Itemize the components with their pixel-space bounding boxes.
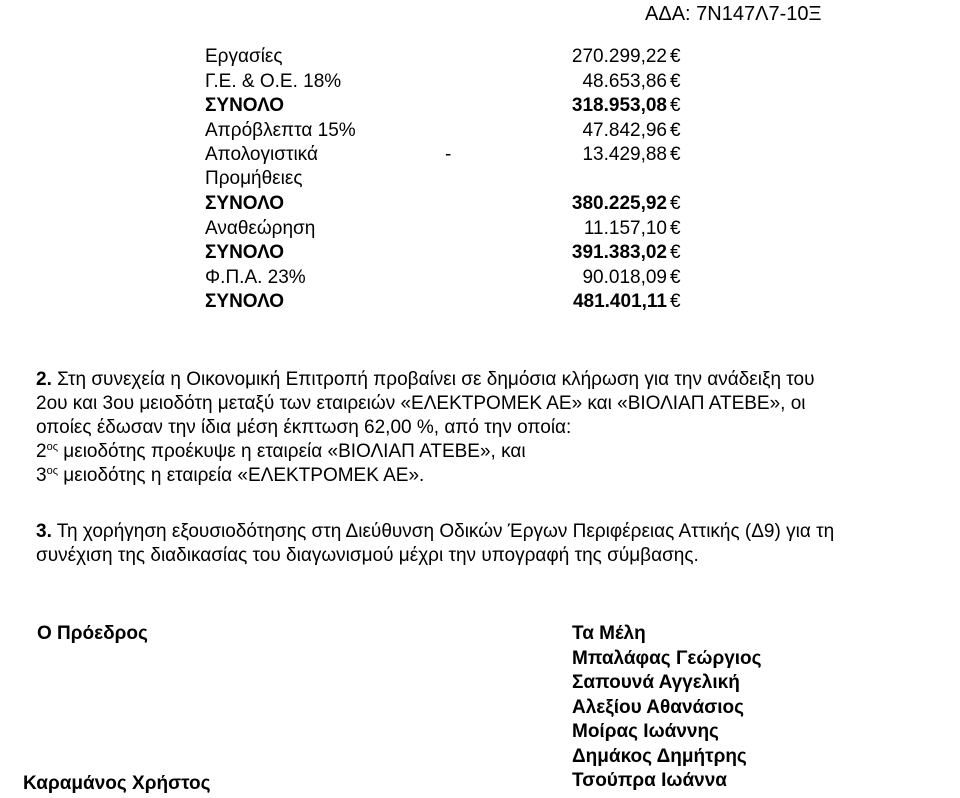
paragraph-2-number: 2. <box>36 369 52 390</box>
cost-row-label: ΣΥΝΟΛΟ <box>205 95 285 116</box>
euro-icon: € <box>670 242 681 263</box>
cost-row-label: Φ.Π.Α. 23% <box>205 266 306 288</box>
paragraph-2-text-4: μειοδότης προέκυψε η εταιρεία «ΒΙΟΛΙΑΠ ΑΤΕΒΕ», και <box>58 441 526 462</box>
cost-row-amount: 391.383,02 <box>571 242 667 263</box>
paragraph-2-line-4 <box>36 440 960 464</box>
cost-row-amount: 90.018,09 <box>582 266 667 288</box>
cost-row <box>205 268 685 292</box>
cost-row <box>205 47 685 71</box>
cost-row <box>205 72 685 96</box>
euro-icon: € <box>670 95 681 116</box>
cost-row <box>205 144 685 189</box>
cost-row-label: Γ.Ε. & Ο.Ε. 18% <box>205 70 342 92</box>
ordinal-3-suffix: ος <box>46 465 58 477</box>
cost-row <box>205 96 685 120</box>
cost-row-label-line-2: Προμήθειες <box>205 168 303 189</box>
euro-icon: € <box>670 144 681 165</box>
ordinal-2-suffix: ος <box>46 441 58 453</box>
paragraph-2-line-5 <box>36 464 960 488</box>
paragraph-3-line-2: συνέχιση της διαδικασίας του διαγωνισμού μέχρι την υπογραφή της σύμβασης. <box>36 545 699 566</box>
cost-row <box>205 292 685 316</box>
paragraph-2-text-1: Στη συνεχεία η Οικονομική Επιτροπή προβαίνει σε δημόσια κλήρωση για την ανάδειξη του <box>57 369 815 390</box>
cost-row-label: Εργασίες <box>205 46 283 67</box>
euro-icon: € <box>670 217 681 239</box>
ada-number: ΑΔΑ: 7Ν147Λ7-10Ξ <box>645 3 822 25</box>
members-list <box>572 624 762 796</box>
cost-row-amount: 380.225,92 <box>571 193 667 214</box>
cost-row-amount: 13.429,88 <box>582 144 667 165</box>
cost-row-dash: - <box>445 144 452 165</box>
cost-row-label: ΣΥΝΟΛΟ <box>205 193 285 214</box>
paragraph-2 <box>36 368 960 488</box>
cost-row-amount: 48.653,86 <box>582 70 667 92</box>
euro-icon: € <box>670 46 681 67</box>
cost-row-amount: 481.401,11 <box>572 291 667 312</box>
cost-row-label: Απολογιστικά <box>205 144 318 165</box>
paragraph-3-text-1: Τη χορήγηση εξουσιοδότησης στη Διεύθυνση Οδικών Έργων Περιφέρειας Αττικής (Δ9) για τη <box>56 521 835 542</box>
paragraph-2-line-2: 2ου και 3ου μειοδότη μεταξύ των εταιρειών «ΕΛΕΚΤΡΟΜΕΚ ΑΕ» και «ΒΙΟΛΙΑΠ ΑΤΕΒΕ», οι <box>36 393 806 414</box>
ordinal-3: 3 <box>36 465 47 486</box>
paragraph-2-line-1 <box>36 368 960 392</box>
euro-icon: € <box>670 291 681 312</box>
cost-row-label: ΣΥΝΟΛΟ <box>205 242 285 263</box>
paragraph-2-line-3: οποίες έδωσαν την ίδια μέση έκπτωση 62,00 %, από την οποία: <box>36 417 572 438</box>
cost-row <box>205 219 685 243</box>
cost-row-label: Αναθεώρηση <box>205 217 316 239</box>
euro-icon: € <box>670 193 681 214</box>
cost-row-amount: 11.157,10 <box>583 217 667 239</box>
cost-row-amount: 270.299,22 <box>571 46 667 67</box>
paragraph-3-line-1 <box>36 520 960 544</box>
cost-row-amount: 47.842,96 <box>582 119 667 141</box>
chair-name: Καραμάνος Χρήστος <box>23 773 211 794</box>
member-name: Δημάκος Δημήτρης <box>572 745 747 767</box>
member-name: Μοίρας Ιωάννης <box>572 721 719 742</box>
member-name: Μπαλάφας Γεώργιος <box>572 647 762 669</box>
cost-row-amount: 318.953,08 <box>571 95 667 116</box>
cost-row-label: Απρόβλεπτα 15% <box>205 119 356 141</box>
cost-row <box>205 121 685 145</box>
paragraph-3-number: 3. <box>36 521 52 542</box>
members-title: Τα Μέλη <box>572 623 646 644</box>
cost-row <box>205 194 685 218</box>
paragraph-2-text-5: μειοδότης η εταιρεία «ΕΛΕΚΤΡΟΜΕΚ ΑΕ». <box>58 465 425 486</box>
member-name: Τσούπρα Ιωάννα <box>572 770 727 791</box>
euro-icon: € <box>670 266 681 288</box>
cost-row <box>205 243 685 267</box>
euro-icon: € <box>670 119 681 141</box>
member-name: Αλεξίου Αθανάσιος <box>572 696 744 718</box>
chair-title: Ο Πρόεδρος <box>37 623 148 644</box>
ordinal-2: 2 <box>36 441 47 462</box>
paragraph-3 <box>36 520 960 568</box>
euro-icon: € <box>670 70 681 92</box>
cost-row-label: ΣΥΝΟΛΟ <box>205 291 285 312</box>
member-name: Σαπουνά Αγγελική <box>572 672 740 693</box>
